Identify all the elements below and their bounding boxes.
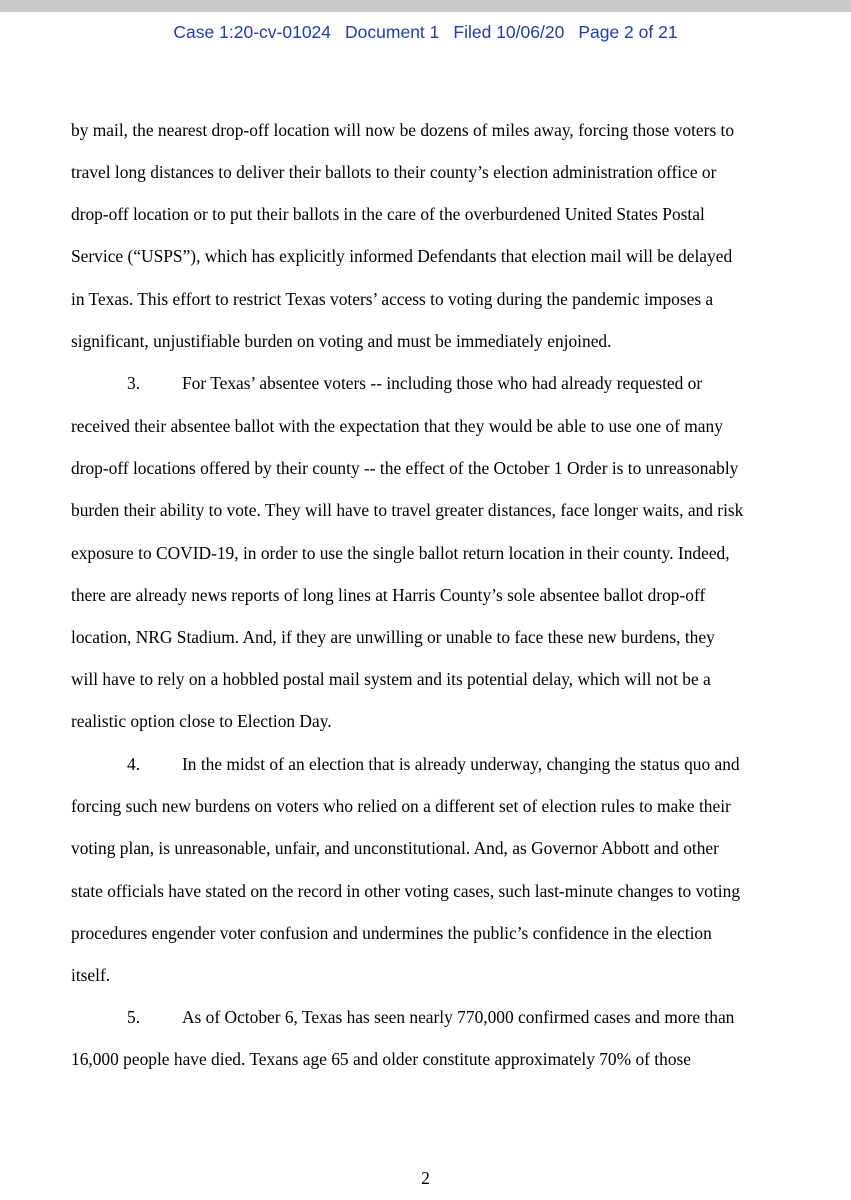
body-line: exposure to COVID-19, in order to use the single ballot return location in their county. Indeed, <box>71 543 730 563</box>
body-line: significant, unjustifiable burden on voting and must be immediately enjoined. <box>71 331 612 351</box>
body-line: forcing such new burdens on voters who relied on a different set of election rules to make their <box>71 796 731 816</box>
body-line: In the midst of an election that is already underway, changing the status quo and <box>182 754 740 774</box>
body-line: realistic option close to Election Day. <box>71 711 332 731</box>
body-line: Service (“USPS”), which has explicitly informed Defendants that election mail will be delayed <box>71 246 733 266</box>
body-line: there are already news reports of long lines at Harris County’s sole absentee ballot drop-off <box>71 585 706 605</box>
body-line: 16,000 people have died. Texans age 65 and older constitute approximately 70% of those <box>71 1049 692 1069</box>
body-line: As of October 6, Texas has seen nearly 770,000 confirmed cases and more than <box>182 1007 735 1027</box>
body-line: in Texas. This effort to restrict Texas voters’ access to voting during the pandemic imposes a <box>71 289 714 309</box>
body-line: itself. <box>71 965 111 985</box>
body-line: burden their ability to vote. They will have to travel greater distances, face longer waits, and risk <box>71 500 744 520</box>
page-number: 2 <box>421 1168 430 1188</box>
body-line: location, NRG Stadium. And, if they are unwilling or unable to face these new burdens, they <box>71 627 715 647</box>
paragraph-number: 5. <box>127 1007 141 1027</box>
body-line: by mail, the nearest drop-off location will now be dozens of miles away, forcing those voters to <box>71 120 735 140</box>
page-count: Page 2 of 21 <box>578 22 678 42</box>
body-line: travel long distances to deliver their ballots to their county’s election administration office or <box>71 162 717 182</box>
case-number: Case 1:20-cv-01024 <box>173 22 332 42</box>
court-filing-header <box>0 22 851 43</box>
filed-date: Filed 10/06/20 <box>453 22 565 42</box>
body-line: will have to rely on a hobbled postal mail system and its potential delay, which will not be a <box>71 669 711 689</box>
body-line: drop-off locations offered by their county -- the effect of the October 1 Order is to unreasonably <box>71 458 739 478</box>
body-line: voting plan, is unreasonable, unfair, and unconstitutional. And, as Governor Abbott and other <box>71 838 719 858</box>
document-number: Document 1 <box>345 22 440 42</box>
body-line: drop-off location or to put their ballots in the care of the overburdened United States Postal <box>71 204 705 224</box>
body-line: state officials have stated on the record in other voting cases, such last-minute changes to voting <box>71 881 741 901</box>
top-band <box>0 0 851 12</box>
paragraph-number: 3. <box>127 373 141 393</box>
body-line: received their absentee ballot with the expectation that they would be able to use one of many <box>71 416 723 436</box>
paragraph-number: 4. <box>127 754 141 774</box>
body-line: For Texas’ absentee voters -- including those who had already requested or <box>182 373 703 393</box>
body-line: procedures engender voter confusion and undermines the public’s confidence in the election <box>71 923 712 943</box>
